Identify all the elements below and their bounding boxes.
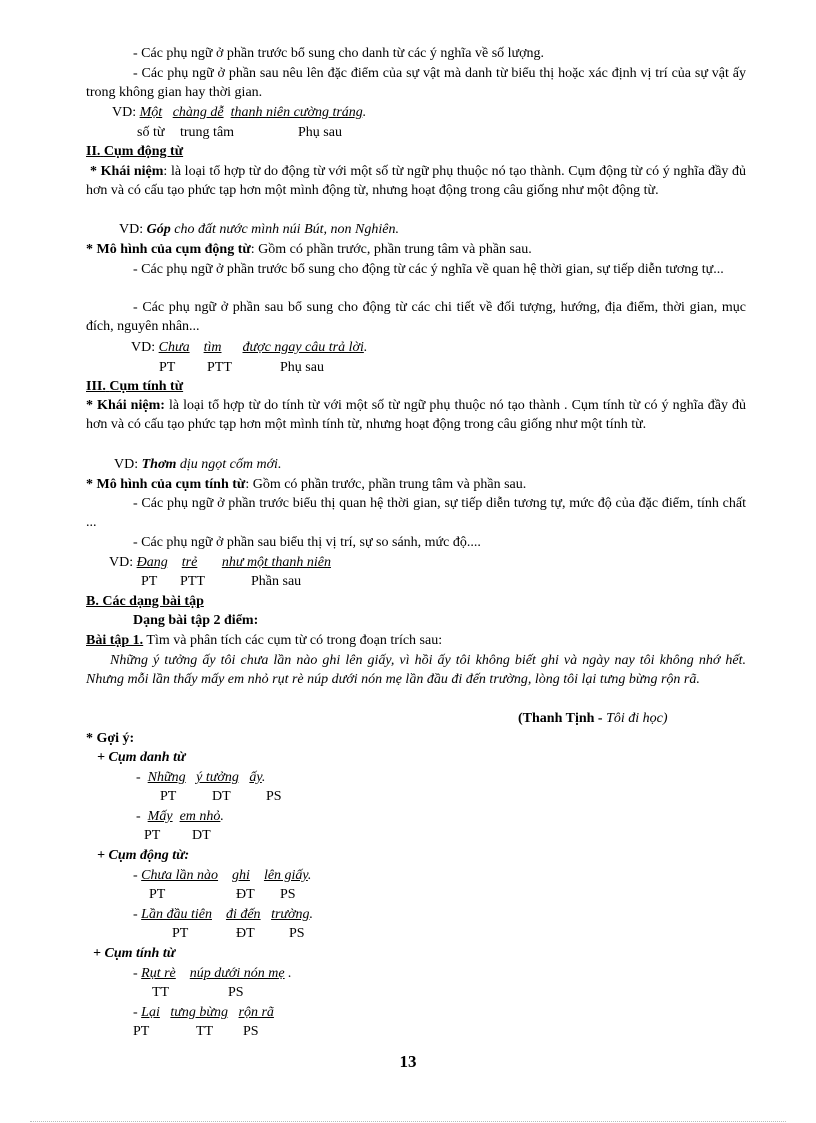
label-dt: DT — [212, 789, 231, 804]
page-number: 13 — [399, 1052, 417, 1071]
label-tt: TT — [196, 1024, 214, 1039]
quote-source: (Thanh Tịnh - Tôi đi học) — [518, 711, 668, 726]
section-heading-exercises: B. Các dạng bài tập — [86, 594, 204, 609]
exercise-1-quote: Những ý tưởng ấy tôi chưa lần nào ghi lên giấy, vì hồi ấy tôi không biết ghi và ngày nay tôi không nhớ hết. Nhưng mỗi lần thấy mấy em nhỏ rụt rè núp dưới nón mẹ lần đầu đi đến trường, lòng tôi lại tưng bừng rộn rã. — [86, 653, 746, 687]
verb-post-modifiers: - Các phụ ngữ ở phần sau bổ sung cho động từ các chi tiết về đối tượng, hướng, địa điểm, thời gian, mục đích, nguyên nhân... — [86, 300, 746, 334]
adjective-phrase-a: - Rụt rè núp dưới nón mẹ . — [133, 966, 292, 981]
noun-phrase-a: - Những ý tưởng ấy. — [136, 770, 266, 785]
label-dt: ĐT — [236, 887, 255, 902]
noun-phrase-heading: + Cụm danh từ — [97, 750, 186, 765]
hint-heading: * Gợi ý: — [86, 731, 135, 746]
label-ps: PS — [243, 1024, 259, 1039]
example-verb-2: VD: Chưa tìm được ngay câu trả lời. — [131, 340, 368, 355]
phrase-note-1: - Các phụ ngữ ở phần trước bổ sung cho danh từ các ý nghĩa về số lượng. — [133, 46, 545, 61]
label-phan-sau: Phần sau — [251, 574, 302, 589]
label-phu-sau: Phụ sau — [280, 360, 324, 375]
exercise-type: Dạng bài tập 2 điểm: — [133, 613, 259, 628]
label-pt: PT — [160, 789, 177, 804]
label-pt: PT — [159, 360, 176, 375]
label-ps: PS — [266, 789, 282, 804]
example-noun-phrase: VD: Một chàng dễ thanh niên cường tráng. — [112, 105, 367, 120]
verb-pre-modifiers: - Các phụ ngữ ở phần trước bổ sung cho động từ các ý nghĩa về quan hệ thời gian, sự tiếp diễn tương tự... — [133, 262, 724, 277]
label-ps: PS — [280, 887, 296, 902]
verb-phrase-b: - Lần đầu tiên đi đến trường. — [133, 907, 314, 922]
adjective-post-modifiers: - Các phụ ngữ ở phần sau biểu thị vị trí, sự so sánh, mức độ.... — [133, 535, 481, 550]
label-ps: PS — [289, 926, 305, 941]
label-pt: PT — [133, 1024, 150, 1039]
section-heading-verb-phrase: II. Cụm động từ — [86, 144, 184, 159]
noun-phrase-b: - Mấy em nhỏ. — [136, 809, 224, 824]
label-pt: PT — [141, 574, 158, 589]
example-adjective-1: VD: Thơm dịu ngọt cốm mới. — [114, 457, 282, 472]
definition-adjective-phrase: * Khái niệm: là loại tổ hợp từ do tính từ với một số từ ngữ phụ thuộc nó tạo thành . Cụm tính từ có ý nghĩa đầy đủ hơn và có cấu tạo phức tạp hơn một mình tính từ, nhưng hoạt động trong câu giống như một tính từ. — [86, 398, 746, 432]
label-so-tu: số từ — [137, 125, 165, 140]
label-pt: PT — [149, 887, 166, 902]
label-ptt: PTT — [207, 360, 232, 375]
verb-phrase-a: - Chưa lần nào ghi lên giấy. — [133, 868, 312, 883]
label-trung-tam: trung tâm — [180, 125, 235, 140]
label-dt: ĐT — [236, 926, 255, 941]
model-verb-phrase: * Mô hình của cụm động từ: Gồm có phần trước, phần trung tâm và phần sau. — [86, 242, 532, 257]
label-tt: TT — [152, 985, 170, 1000]
model-adjective-phrase: * Mô hình của cụm tính từ: Gồm có phần trước, phần trung tâm và phần sau. — [86, 477, 527, 492]
label-pt: PT — [172, 926, 189, 941]
footer-divider — [30, 1121, 786, 1122]
label-pt: PT — [144, 828, 161, 843]
example-verb-1: VD: Góp cho đất nước mình núi Bút, non Nghiên. — [119, 222, 399, 237]
section-heading-adjective-phrase: III. Cụm tính từ — [86, 379, 184, 394]
definition-verb-phrase: * Khái niệm: là loại tổ hợp từ do động từ với một số từ ngữ phụ thuộc nó tạo thành. Cụm động từ có ý nghĩa đầy đủ hơn và có cấu tạo phức tạp hơn một mình động từ, nhưng hoạt động trong câu giống như một động từ. — [86, 164, 746, 198]
verb-phrase-heading: + Cụm động từ: — [97, 848, 190, 863]
label-phu-sau: Phụ sau — [298, 125, 342, 140]
label-dt: DT — [192, 828, 211, 843]
exercise-1-prompt: Bài tập 1. Tìm và phân tích các cụm từ có trong đoạn trích sau: — [86, 633, 443, 648]
adjective-pre-modifiers: - Các phụ ngữ ở phần trước biểu thị quan hệ thời gian, sự tiếp diễn tương tự, mức độ của đặc điểm, tính chất ... — [86, 496, 746, 530]
adjective-phrase-heading: + Cụm tính từ — [93, 946, 176, 961]
phrase-note-2: - Các phụ ngữ ở phần sau nêu lên đặc điểm của sự vật mà danh từ biểu thị hoặc xác định vị trí của sự vật ấy trong không gian hay thời gian. — [86, 66, 746, 100]
label-ps: PS — [228, 985, 244, 1000]
label-ptt: PTT — [180, 574, 205, 589]
adjective-phrase-b: - Lại tưng bừng rộn rã — [133, 1005, 274, 1020]
example-adjective-2: VD: Đang trẻ như một thanh niên — [109, 555, 331, 570]
